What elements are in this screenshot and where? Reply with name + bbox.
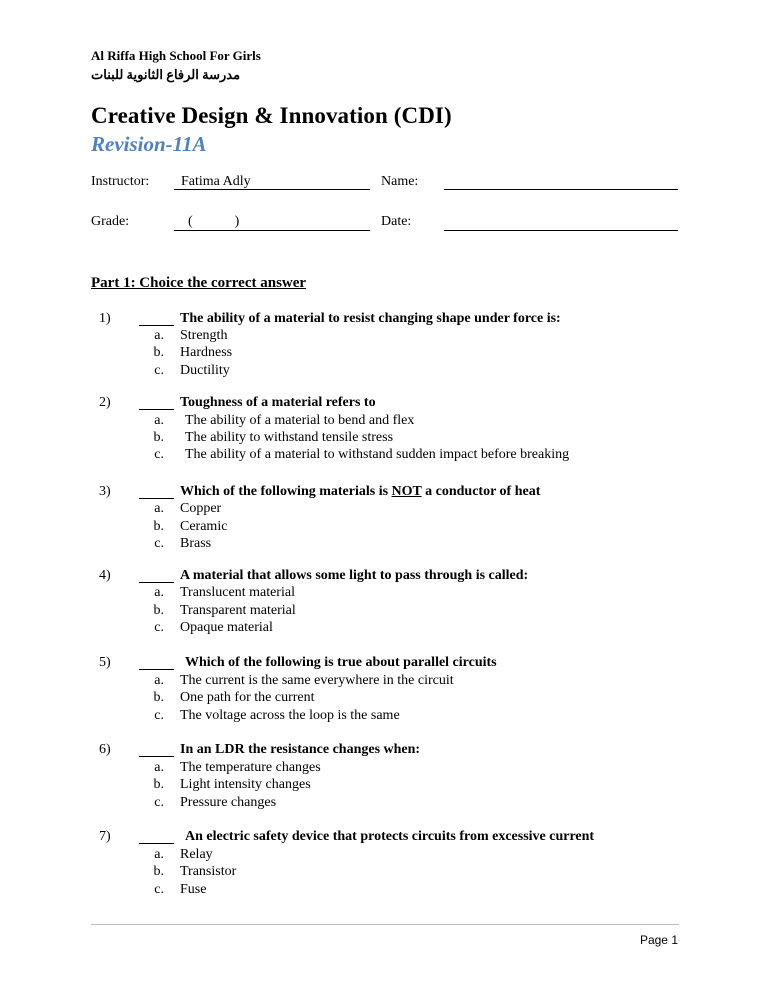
answer-blank[interactable] [139,843,174,844]
option-letter: b. [153,777,164,792]
question-number: 2) [99,395,111,410]
question-text: In an LDR the resistance changes when: [180,742,421,757]
question-number: 5) [99,655,111,670]
question-number: 3) [99,484,111,499]
option-text: Brass [180,536,212,551]
option-letter: a. [154,328,164,343]
option-text: Fuse [180,882,207,897]
question-number: 4) [99,568,111,583]
option-letter: a. [154,413,164,428]
question-number: 1) [99,311,111,326]
page-number: Page 1 [639,933,678,947]
document-subtitle: Revision-11A [91,132,207,156]
answer-blank[interactable] [139,325,174,326]
question-text: Which of the following is true about parallel circuits [185,655,497,670]
option-letter: a. [154,585,164,600]
school-name-arabic: مدرسة الرفاع الثانوية للبنات [91,67,241,82]
instructor-value: Fatima Adly [181,174,251,189]
name-label: Name: [381,174,419,189]
question-number: 7) [99,829,111,844]
option-letter: c. [154,536,164,551]
option-text: The ability to withstand tensile stress [185,430,394,445]
question-number: 6) [99,742,111,757]
option-letter: b. [153,864,164,879]
option-letter: b. [153,345,164,360]
part-1-heading: Part 1: Choice the correct answer [91,275,307,291]
option-letter: b. [153,519,164,534]
option-text: The temperature changes [180,760,321,775]
question-text: A material that allows some light to pass through is called: [180,568,529,583]
answer-blank[interactable] [139,669,174,670]
question-text-post: a conductor of heat [421,484,541,499]
answer-blank[interactable] [139,409,174,410]
document-title: Creative Design & Innovation (CDI) [91,103,452,128]
question-text-emphasis: NOT [391,484,422,499]
option-letter: c. [154,795,164,810]
option-text: The ability of a material to withstand sudden impact before breaking [185,447,570,462]
option-letter: b. [153,690,164,705]
option-text: One path for the current [180,690,315,705]
option-text: Hardness [180,345,233,360]
option-text: Light intensity changes [180,777,311,792]
answer-blank[interactable] [139,498,174,499]
option-text: Transistor [180,864,237,879]
option-letter: b. [153,603,164,618]
option-letter: c. [154,882,164,897]
grade-value: ( ) [188,214,240,229]
option-letter: c. [154,363,164,378]
name-field[interactable] [444,189,678,190]
option-text: The ability of a material to bend and flex [185,413,415,428]
question-text: An electric safety device that protects circuits from excessive current [185,829,595,844]
option-text: Strength [180,328,228,343]
option-letter: a. [154,673,164,688]
option-text: Ductility [180,363,230,378]
option-text: Relay [180,847,213,862]
option-letter: a. [154,501,164,516]
option-letter: c. [154,708,164,723]
option-letter: b. [153,430,164,445]
option-letter: a. [154,760,164,775]
option-text: Ceramic [180,519,228,534]
option-text: Copper [180,501,222,516]
question-text: Toughness of a material refers to [180,395,376,410]
answer-blank[interactable] [139,756,174,757]
option-letter: c. [154,447,164,462]
option-text: Pressure changes [180,795,277,810]
grade-line [174,230,370,231]
question-text-pre: Which of the following materials is [180,484,392,499]
answer-blank[interactable] [139,582,174,583]
question-text [180,484,540,500]
option-text: Translucent material [180,585,295,600]
option-letter: a. [154,847,164,862]
school-name-english: Al Riffa High School For Girls [91,48,261,63]
option-text: The voltage across the loop is the same [180,708,400,723]
date-label: Date: [381,214,412,229]
option-letter: c. [154,620,164,635]
grade-label: Grade: [91,214,130,229]
footer-divider [91,924,679,925]
option-text: Opaque material [180,620,273,635]
date-field[interactable] [444,230,678,231]
instructor-label: Instructor: [91,174,150,189]
option-text: The current is the same everywhere in the circuit [180,673,454,688]
question-text: The ability of a material to resist changing shape under force is: [180,311,561,326]
option-text: Transparent material [180,603,296,618]
